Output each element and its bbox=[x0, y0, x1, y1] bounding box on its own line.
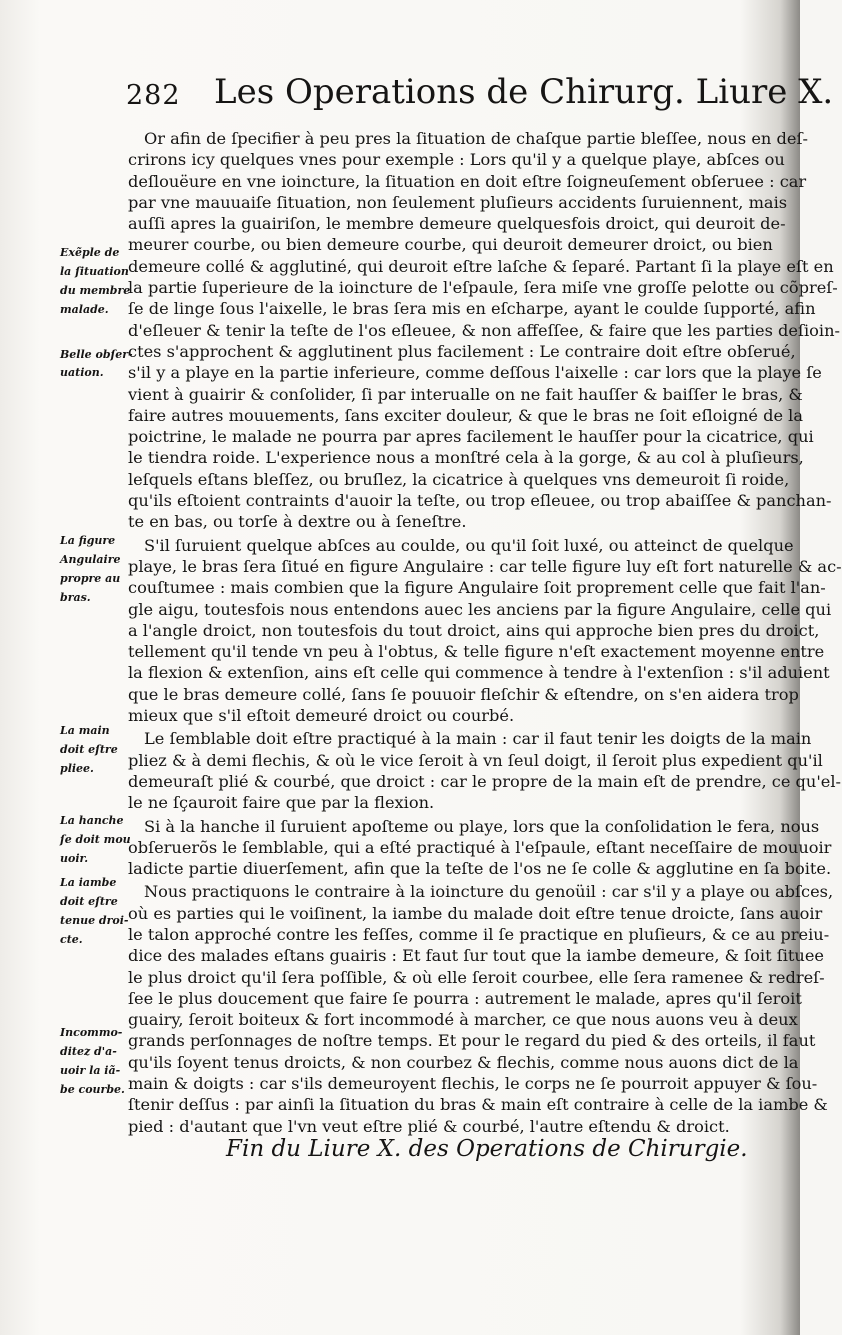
text-line: le talon approché contre les feſſes, comme il ſe practique en pluſieurs, & ce au preiu- bbox=[128, 924, 830, 944]
text-line: ſee le plus doucement que faire ſe pourra : autrement le malade, apres qu'il ſeroit bbox=[128, 988, 802, 1008]
margin-note: uation. bbox=[60, 366, 104, 379]
margin-note: la ſituation bbox=[60, 265, 129, 278]
text-line: le ne ſçauroit faire que par la flexion. bbox=[128, 793, 435, 813]
margin-note: malade. bbox=[60, 303, 109, 316]
margin-note: La figure bbox=[60, 534, 116, 547]
margin-note: Angulaire bbox=[60, 553, 121, 566]
text-line: poictrine, le malade ne pourra par apres facilement le hauſſer pour la cicatrice, qui bbox=[128, 427, 814, 447]
margin-note: Incommo- bbox=[60, 1026, 123, 1039]
text-line: où es parties qui le voiſinent, la iambe du malade doit eſtre tenue droicte, ſans auoir bbox=[128, 903, 823, 923]
text-line: Nous practiquons le contraire à la ioincture du genoüil : car s'il y a playe ou abſces, bbox=[144, 882, 834, 902]
margin-note: doit eſtre bbox=[60, 895, 118, 908]
text-line: pliez & à demi flechis, & où le vice ſeroit à vn ſeul doigt, il ſeroit plus expedient qu'il bbox=[128, 750, 823, 770]
text-line: Or afin de ſpecifier à peu pres la ſituation de chaſque partie bleſſee, nous en deſ- bbox=[144, 129, 808, 148]
text-line: faire autres mouuements, ſans exciter douleur, & que le bras ne ſoit eſloigné de la bbox=[128, 405, 804, 425]
text-line: pied : d'autant que l'vn veut eſtre plié & courbé, l'autre eſtendu & droict. bbox=[128, 1116, 730, 1136]
text-line: main & doigts : car s'ils demeuroyent flechis, le corps ne ſe pourroit appuyer & ſou- bbox=[128, 1074, 818, 1094]
page-header-title: Les Operations de Chirurg. Liure X. bbox=[214, 72, 834, 112]
margin-note: La hanche bbox=[60, 814, 124, 827]
text-line: auſſi apres la guairiſon, le membre demeure quelquesfois droict, qui deuroit de- bbox=[128, 214, 786, 234]
paragraph-hand bbox=[128, 728, 842, 813]
text-line: qu'ils ſoyent tenus droicts, & non courbez & flechis, comme nous auons dict de la bbox=[128, 1052, 799, 1072]
paragraph-shoulder-situation bbox=[128, 128, 840, 533]
margin-note: ſe doit mou bbox=[60, 833, 131, 846]
text-line: crirons icy quelques vnes pour exemple : Lors qu'il y a quelque playe, abſces ou bbox=[128, 150, 785, 170]
text-line: mieux que s'il eſtoit demeuré droict ou courbé. bbox=[128, 706, 515, 726]
text-line: tellement qu'il tende vn peu à l'obtus, & telle figure n'eſt exactement moyenne entre bbox=[128, 642, 825, 662]
paragraph-knee-and-leg bbox=[128, 881, 834, 1137]
margin-note: propre au bbox=[60, 572, 121, 585]
text-line: ſe de linge ſous l'aixelle, le bras ſera mis en eſcharpe, ayant le coulde ſupporté, afin bbox=[128, 299, 816, 319]
text-line: couſtumee : mais combien que la figure Angulaire ſoit proprement celle que fait l'an- bbox=[128, 578, 826, 598]
text-line: te en bas, ou torſe à dextre ou à ſeneſtre. bbox=[128, 512, 467, 532]
margin-note: La iambe bbox=[60, 876, 117, 889]
text-line: gle aigu, toutesfois nous entendons auec les anciens par la figure Angulaire, celle qui bbox=[128, 599, 832, 619]
margin-note: doit eſtre bbox=[60, 743, 118, 756]
text-line: dice des malades eſtans guairis : Et faut ſur tout que la iambe demeure, & ſoit ſituee bbox=[128, 946, 824, 966]
margin-note: du membre bbox=[60, 284, 131, 297]
text-line: le tiendra roide. L'experience nous a monſtré cela à la gorge, & au col à pluſieurs, bbox=[128, 448, 804, 468]
paragraph-hip bbox=[128, 816, 832, 880]
text-line: ſtenir deſſus : par ainſi la ſituation du bras & main eſt contraire à celle de la iambe & bbox=[128, 1095, 828, 1115]
text-line: a l'angle droict, non toutesfois du tout droict, ains qui approche bien pres du droict, bbox=[128, 620, 820, 640]
text-line: leſquels eſtans bleſſez, ou bruſlez, la cicatrice à quelques vns demeuroit ſi roide, bbox=[128, 469, 790, 489]
text-line: grands perſonnages de noſtre temps. Et pour le regard du pied & des orteils, il faut bbox=[128, 1031, 816, 1051]
text-line: que le bras demeure collé, ſans ſe pouuoir fleſchir & eſtendre, on s'en aidera trop bbox=[128, 684, 799, 704]
text-line: Si à la hanche il ſuruient apoſteme ou playe, lors que la conſolidation le fera, nous bbox=[144, 816, 820, 836]
text-line: demeure collé & agglutiné, qui deuroit eſtre laſche & ſeparé. Partant ſi la playe eſt en bbox=[128, 256, 834, 276]
text-line: vient à guairir & conſolider, ſi par interualle on ne fait hauſſer & baiſſer le bras, & bbox=[128, 384, 803, 404]
closing-line: Fin du Liure X. des Operations de Chirurgie. bbox=[226, 1136, 748, 1162]
text-line: obſeruerõs le ſemblable, qui a eſté practiqué à l'eſpaule, eſtant neceſſaire de mouuoir bbox=[128, 837, 832, 857]
text-line: playe, le bras ſera ſitué en figure Angulaire : car telle figure luy eſt fort naturelle & ac- bbox=[128, 556, 842, 576]
margin-note: bras. bbox=[60, 591, 91, 604]
text-line: ctes s'approchent & agglutinent plus facilement : Le contraire doit eſtre obſerué, bbox=[128, 341, 796, 361]
text-line: guairy, ſeroit boiteux & fort incommodé à marcher, ce que nous auons veu à deux bbox=[128, 1010, 798, 1030]
paragraph-elbow-angular-figure bbox=[128, 535, 842, 727]
margin-note: tenue droi- bbox=[60, 914, 129, 927]
margin-note: uoir. bbox=[60, 852, 89, 865]
text-line: le plus droict qu'il ſera poſſible, & où elle ſeroit courbee, elle ſera ramenee & redreſ- bbox=[128, 967, 825, 987]
text-line: S'il ſuruient quelque abſces au coulde, ou qu'il ſoit luxé, ou atteinct de quelque bbox=[144, 535, 794, 555]
body-text bbox=[128, 128, 842, 1137]
text-line: qu'ils eſtoient contraints d'auoir la teſte, ou trop eſleuee, ou trop abaiſſee & panchan- bbox=[128, 491, 832, 511]
text-line: d'eſleuer & tenir la teſte de l'os eſleuee, & non affeſſee, & faire que les parties deſioin- bbox=[128, 320, 840, 340]
margin-note: ditez d'a- bbox=[60, 1045, 117, 1058]
text-line: demeuraſt plié & courbé, que droict : car le propre de la main eſt de prendre, ce qu'el- bbox=[128, 771, 842, 791]
text-line: la partie ſuperieure de la ioincture de l'eſpaule, ſera miſe vne groſſe pelotte ou cõpreſ- bbox=[128, 278, 838, 298]
text-line: ladicte partie diuerſement, afin que la teſte de l'os ne ſe colle & agglutine en ſa boite. bbox=[128, 859, 832, 879]
text-line: par vne mauuaiſe ſituation, non ſeulement pluſieurs accidents ſuruiennent, mais bbox=[128, 192, 788, 212]
margin-note: La main bbox=[60, 724, 110, 737]
margin-note: cte. bbox=[60, 933, 83, 946]
margin-note: Exẽple de bbox=[60, 246, 120, 259]
margin-note: Belle obſer- bbox=[60, 348, 133, 361]
text-line: meurer courbe, ou bien demeure courbe, qui deuroit demeurer droict, ou bien bbox=[128, 235, 773, 255]
margin-note: uoir la iã- bbox=[60, 1064, 121, 1077]
running-head bbox=[0, 72, 834, 122]
text-line: deſlouëure en vne ioincture, la ſituation en doit eſtre ſoigneuſement obſeruee : car bbox=[128, 171, 807, 191]
margin-note: be courbe. bbox=[60, 1083, 125, 1096]
text-line: la flexion & extenſion, ains eſt celle qui commence à tendre à l'extenſion : s'il aduient bbox=[128, 663, 830, 683]
page-number: 282 bbox=[126, 80, 181, 111]
text-line: s'il y a playe en la partie inferieure, comme deſſous l'aixelle : car lors que la playe ſe bbox=[128, 363, 822, 383]
margin-note: pliee. bbox=[60, 762, 94, 775]
text-line: Le ſemblable doit eſtre practiqué à la main : car il faut tenir les doigts de la main bbox=[144, 729, 812, 749]
